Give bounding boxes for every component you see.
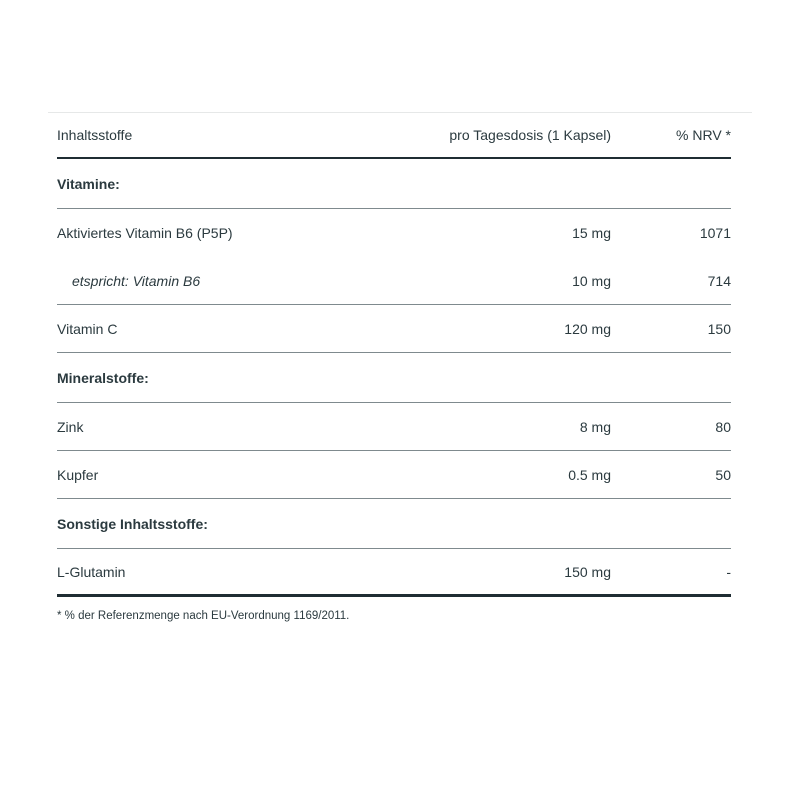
header-ingredients: Inhaltsstoffe (57, 127, 133, 143)
ingredient-amount: 150 mg (564, 563, 611, 580)
ingredient-nrv: 150 (707, 320, 731, 337)
ingredient-amount: 8 mg (579, 418, 611, 435)
section-title: Mineralstoffe: (57, 369, 149, 386)
ingredient-name: etspricht: Vitamin B6 (72, 272, 201, 289)
section-vitamins (57, 159, 731, 209)
table-row (57, 451, 731, 499)
ingredient-amount: 15 mg (572, 225, 611, 241)
table-row (57, 549, 731, 597)
ingredient-amount: 120 mg (564, 320, 611, 337)
ingredient-nrv: 50 (715, 466, 731, 483)
section-title: Sonstige Inhaltsstoffe: (57, 515, 208, 532)
ingredient-name: Kupfer (57, 466, 99, 483)
ingredient-amount: 0.5 mg (568, 466, 611, 483)
table-row (57, 257, 731, 305)
footnote: * % der Referenzmenge nach EU-Verordnung 1169/2011. (57, 610, 350, 622)
ingredient-amount: 10 mg (572, 272, 611, 289)
table-row (57, 305, 731, 353)
ingredient-nrv: 1071 (699, 225, 731, 241)
ingredient-name: Aktiviertes Vitamin B6 (P5P) (57, 225, 233, 241)
header-daily-dose: pro Tagesdosis (1 Kapsel) (449, 127, 611, 143)
ingredient-name: L-Glutamin (57, 563, 126, 580)
table-header (57, 113, 731, 159)
table-row (57, 403, 731, 451)
section-minerals (57, 353, 731, 403)
ingredients-table (57, 113, 731, 597)
ingredient-nrv: 714 (707, 272, 731, 289)
table-row (57, 209, 731, 257)
section-other-ingredients (57, 499, 731, 549)
ingredient-nrv: 80 (715, 418, 731, 435)
ingredient-name: Zink (57, 418, 84, 435)
header-nrv: % NRV * (676, 127, 731, 143)
ingredient-nrv: - (726, 563, 731, 580)
section-title: Vitamine: (57, 175, 120, 192)
ingredient-name: Vitamin C (57, 320, 118, 337)
